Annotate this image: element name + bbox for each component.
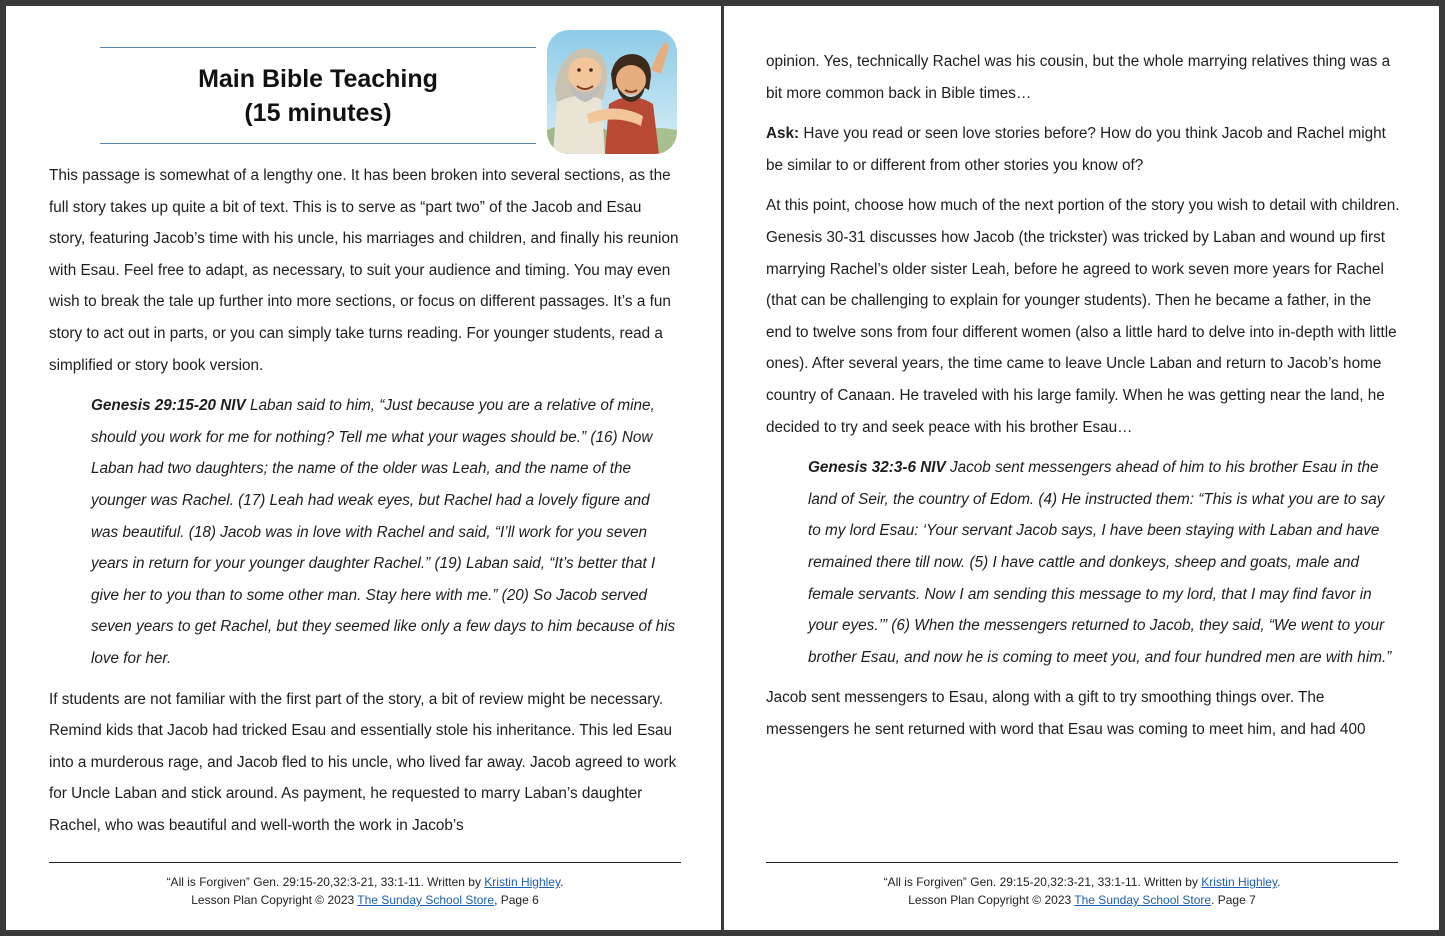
intro-paragraph: This passage is somewhat of a lengthy one. It has been broken into several sections, as the full story takes up quite a bit of text. This is to serve as “part two” of the Jacob and Esau story, featuring Jacob’s time with his uncle, his marriages and children, and finally his reunion with Esau. Feel free to adapt, as necessary, to suit your audience and timing. You may even wish to break the tale up further into more sections, or focus on different passages. It’s a fun story to act out in parts, or you can simply take turns reading. For younger students, read a simplified or story book version. bbox=[49, 167, 679, 374]
footer-line-2 bbox=[49, 891, 681, 909]
summary-paragraph: At this point, choose how much of the next portion of the story you wish to detail with children. Genesis 30-31 discusses how Jacob (the trickster) was tricked by Laban and wound up first marrying Rachel’s older sister Leah, before he agreed to work seven more years for Rachel (that can be challenging to explain for younger students). Then he became a father, in the end to twelve sons from four different women (also a little hard to delve into in-depth with little ones). After several years, the time came to leave Uncle Laban and return to Jacob’s home country of Canaan. He traveled with his large family. When he was getting near the land, he decided to try and seek peace with his brother Esau… bbox=[766, 197, 1400, 436]
scripture-reference: Genesis 32:3-6 NIV bbox=[808, 459, 946, 477]
jacob-esau-illustration bbox=[547, 30, 677, 154]
section-header bbox=[100, 47, 536, 144]
footer-copyright-text: Lesson Plan Copyright © 2023 bbox=[908, 893, 1075, 907]
section-title-line1: Main Bible Teaching bbox=[198, 64, 438, 93]
footer-line-2 bbox=[766, 891, 1398, 909]
page-footer bbox=[49, 862, 681, 912]
author-link[interactable]: Kristin Highley bbox=[1201, 875, 1278, 889]
right-text-column bbox=[766, 46, 1400, 754]
author-link[interactable]: Kristin Highley bbox=[484, 875, 561, 889]
ask-question: Have you read or seen love stories before? How do you think Jacob and Rachel might be similar to or different from other stories you know of? bbox=[766, 125, 1386, 174]
store-link[interactable]: The Sunday School Store bbox=[1074, 893, 1212, 907]
page-7 bbox=[724, 6, 1439, 930]
footer-line-1 bbox=[49, 873, 681, 891]
scripture-quote-genesis-29 bbox=[91, 390, 681, 674]
page-footer bbox=[766, 862, 1398, 912]
left-text-column bbox=[49, 160, 681, 850]
footer-copyright-text: Lesson Plan Copyright © 2023 bbox=[191, 893, 358, 907]
review-paragraph: If students are not familiar with the first part of the story, a bit of review might be necessary. Remind kids that Jacob had tricked Esau and essentially stole his inheritance. This led Esau into a murderous rage, and Jacob fled to his uncle, who lived far away. Jacob agreed to work for Uncle Laban and stick around. As payment, he requested to marry Laban’s daughter Rachel, who was beautiful and well-worth the work in Jacob’s bbox=[49, 690, 677, 834]
scripture-quote-genesis-32 bbox=[808, 452, 1400, 673]
page-6 bbox=[6, 6, 721, 930]
footer-punct: . bbox=[1277, 875, 1281, 889]
scripture-text: Jacob sent messengers ahead of him to his brother Esau in the land of Seir, the country of Edom. (4) He instructed them: “This is what you are to say to my lord Esau: ‘Your servant Jacob says, I have been staying with Laban and have remained there till now. (5) I have cattle and donkeys, sheep and goats, male and female servants. Now I am sending this message to my lord, that I may find favor in your eyes.’” (6) When the messengers returned to Jacob, they said, “We went to your brother Esau, and now he is coming to meet you, and four hundred men are with him.” bbox=[808, 459, 1392, 666]
ask-paragraph bbox=[766, 118, 1400, 181]
scripture-text: Laban said to him, “Just because you are a relative of mine, should you work for me for nothing? Tell me what your wages should be.” (16) Now Laban had two daughters; the name of the older was Leah, and the name of the younger was Rachel. (17) Leah had weak eyes, but Rachel had a lovely figure and was beautiful. (18) Jacob was in love with Rachel and said, “I’ll work for you seven years in return for your younger daughter Rachel.” (19) Laban said, “It’s better that I give her to you than to some other man. Stay here with me.” (20) So Jacob served seven years to get Rachel, but they seemed like only a few days to him because of his love for her. bbox=[91, 397, 676, 667]
scripture-reference: Genesis 29:15-20 NIV bbox=[91, 397, 246, 415]
section-title-line2: (15 minutes) bbox=[244, 98, 392, 127]
ask-label: Ask: bbox=[766, 125, 800, 143]
closing-paragraph: Jacob sent messengers to Esau, along with a gift to try smoothing things over. The messengers he sent returned with word that Esau was coming to meet him, and had 400 bbox=[766, 689, 1366, 738]
footer-credit-text: “All is Forgiven” Gen. 29:15-20,32:3-21, 33:1-11. Written by bbox=[883, 875, 1202, 889]
footer-credit-text: “All is Forgiven” Gen. 29:15-20,32:3-21, 33:1-11. Written by bbox=[166, 875, 485, 889]
footer-punct: . bbox=[560, 875, 564, 889]
store-link[interactable]: The Sunday School Store bbox=[357, 893, 495, 907]
footer-line-1 bbox=[766, 873, 1398, 891]
embrace-illustration-icon bbox=[547, 30, 677, 154]
page-number: , Page 6 bbox=[494, 893, 539, 907]
continued-paragraph: opinion. Yes, technically Rachel was his cousin, but the whole marrying relatives thing was a bit more common back in Bible times… bbox=[766, 53, 1391, 102]
page-number: . Page 7 bbox=[1211, 893, 1256, 907]
